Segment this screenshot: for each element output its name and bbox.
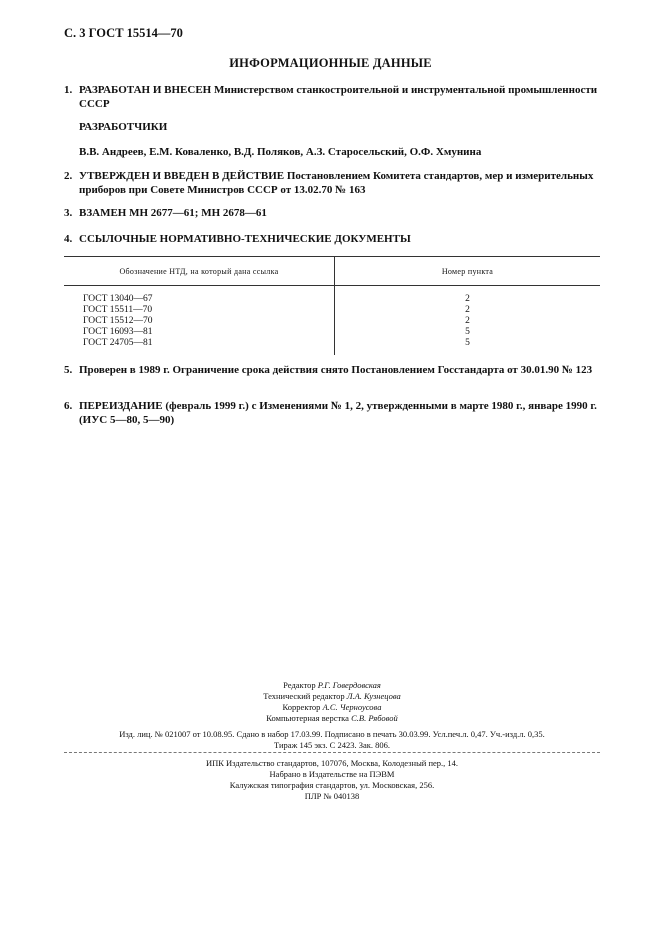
table-cell-document: ГОСТ 13040—67 xyxy=(64,286,335,306)
table-cell-document: ГОСТ 15512—70 xyxy=(64,316,335,327)
proofreader-name: А.С. Черноусова xyxy=(322,702,382,712)
table-cell-item: 5 xyxy=(465,327,470,337)
document-title: ИНФОРМАЦИОННЫЕ ДАННЫЕ xyxy=(229,56,432,70)
publisher-line: Набрано в Издательстве на ПЭВМ xyxy=(269,769,395,779)
tech-editor-name: Л.А. Кузнецова xyxy=(346,691,401,701)
section-text: (февраль 1999 г.) с Изменениями № 1, 2, утвержденными в марте 1980 г., январе 1990 г. (ИУС 5—80, 5—90) xyxy=(79,400,597,426)
table-cell-item: 5 xyxy=(465,338,470,348)
section-caption: ПЕРЕИЗДАНИЕ xyxy=(79,400,163,412)
table-cell-item: 2 xyxy=(465,305,470,315)
table-cell-document: ГОСТ 15511—70 xyxy=(64,305,335,316)
section-2 xyxy=(64,169,604,197)
publisher-line: ПЛР № 040138 xyxy=(304,791,360,801)
editor-label: Редактор xyxy=(283,680,316,690)
section-text: Постановлением Комитета стандартов, мер и измерительных приборов при Совете Министров СССР от 13.02.70 № 163 xyxy=(79,170,594,196)
table-cell-document: ГОСТ 16093—81 xyxy=(64,327,335,338)
table-row xyxy=(64,316,600,327)
editor-name: Р.Г. Говердовская xyxy=(317,680,381,690)
column-header-document: Обозначение НТД, на который дана ссылка xyxy=(64,257,335,286)
section-number: 4. xyxy=(64,233,73,245)
publisher-line: ИПК Издательство стандартов, 107076, Москва, Колодезный пер., 14. xyxy=(205,758,459,768)
section-caption: РАЗРАБОТАН И ВНЕСЕН xyxy=(79,84,212,96)
section-caption: УТВЕРЖДЕН И ВВЕДЕН В ДЕЙСТВИЕ xyxy=(79,170,285,182)
publisher-line: Калужская типография стандартов, ул. Московская, 256. xyxy=(229,780,435,790)
section-5 xyxy=(64,363,604,377)
table-row xyxy=(64,327,600,338)
reference-table xyxy=(64,256,600,355)
section-text: Министерством станкостроительной и инструментальной промышленности СССР xyxy=(79,84,598,110)
section-number: 5. xyxy=(64,364,73,376)
section-caption: ССЫЛОЧНЫЕ НОРМАТИВНО-ТЕХНИЧЕСКИЕ ДОКУМЕНТЫ xyxy=(79,233,411,245)
dashed-divider xyxy=(64,752,600,753)
section-text: Проверен в 1989 г. Ограничение срока действия снято Постановлением Госстандарта от 30.01.90 № 123 xyxy=(79,364,593,376)
print-line: Изд. лиц. № 021007 от 10.08.95. Сдано в набор 17.03.99. Подписано в печать 30.03.99. Усл.печ.л. 0,47. Уч.-изд.л. 0,35. xyxy=(119,729,545,739)
section-number: 1. xyxy=(64,84,73,96)
section-1 xyxy=(64,83,604,111)
credits-block xyxy=(64,680,600,724)
print-info xyxy=(64,729,600,751)
layout-name: С.В. Рябовой xyxy=(351,713,398,723)
proofreader-label: Корректор xyxy=(282,702,321,712)
publisher-info xyxy=(64,758,600,802)
column-header-item: Номер пункта xyxy=(335,257,601,286)
table-cell-item: 2 xyxy=(465,316,470,326)
tech-editor-label: Технический редактор xyxy=(263,691,345,701)
table-row xyxy=(64,305,600,316)
section-3 xyxy=(64,206,604,220)
table-row xyxy=(64,338,600,355)
table-cell-item: 2 xyxy=(465,294,470,304)
section-number: 2. xyxy=(64,170,73,182)
section-caption: ВЗАМЕН МН 2677—61; МН 2678—61 xyxy=(79,207,267,219)
developers-heading: РАЗРАБОТЧИКИ xyxy=(79,121,168,133)
print-line: Тираж 145 экз. С 2423. Зак. 806. xyxy=(273,740,391,750)
section-6 xyxy=(64,399,604,427)
table-cell-document: ГОСТ 24705—81 xyxy=(64,338,335,355)
table-row xyxy=(64,286,600,306)
page-header: С. 3 ГОСТ 15514—70 xyxy=(64,26,183,40)
section-number: 3. xyxy=(64,207,73,219)
developers-list: В.В. Андреев, Е.М. Коваленко, В.Д. Поляков, А.З. Старосельский, О.Ф. Хмунина xyxy=(79,146,482,158)
section-number: 6. xyxy=(64,400,73,412)
section-4 xyxy=(64,232,604,246)
layout-label: Компьютерная верстка xyxy=(266,713,349,723)
